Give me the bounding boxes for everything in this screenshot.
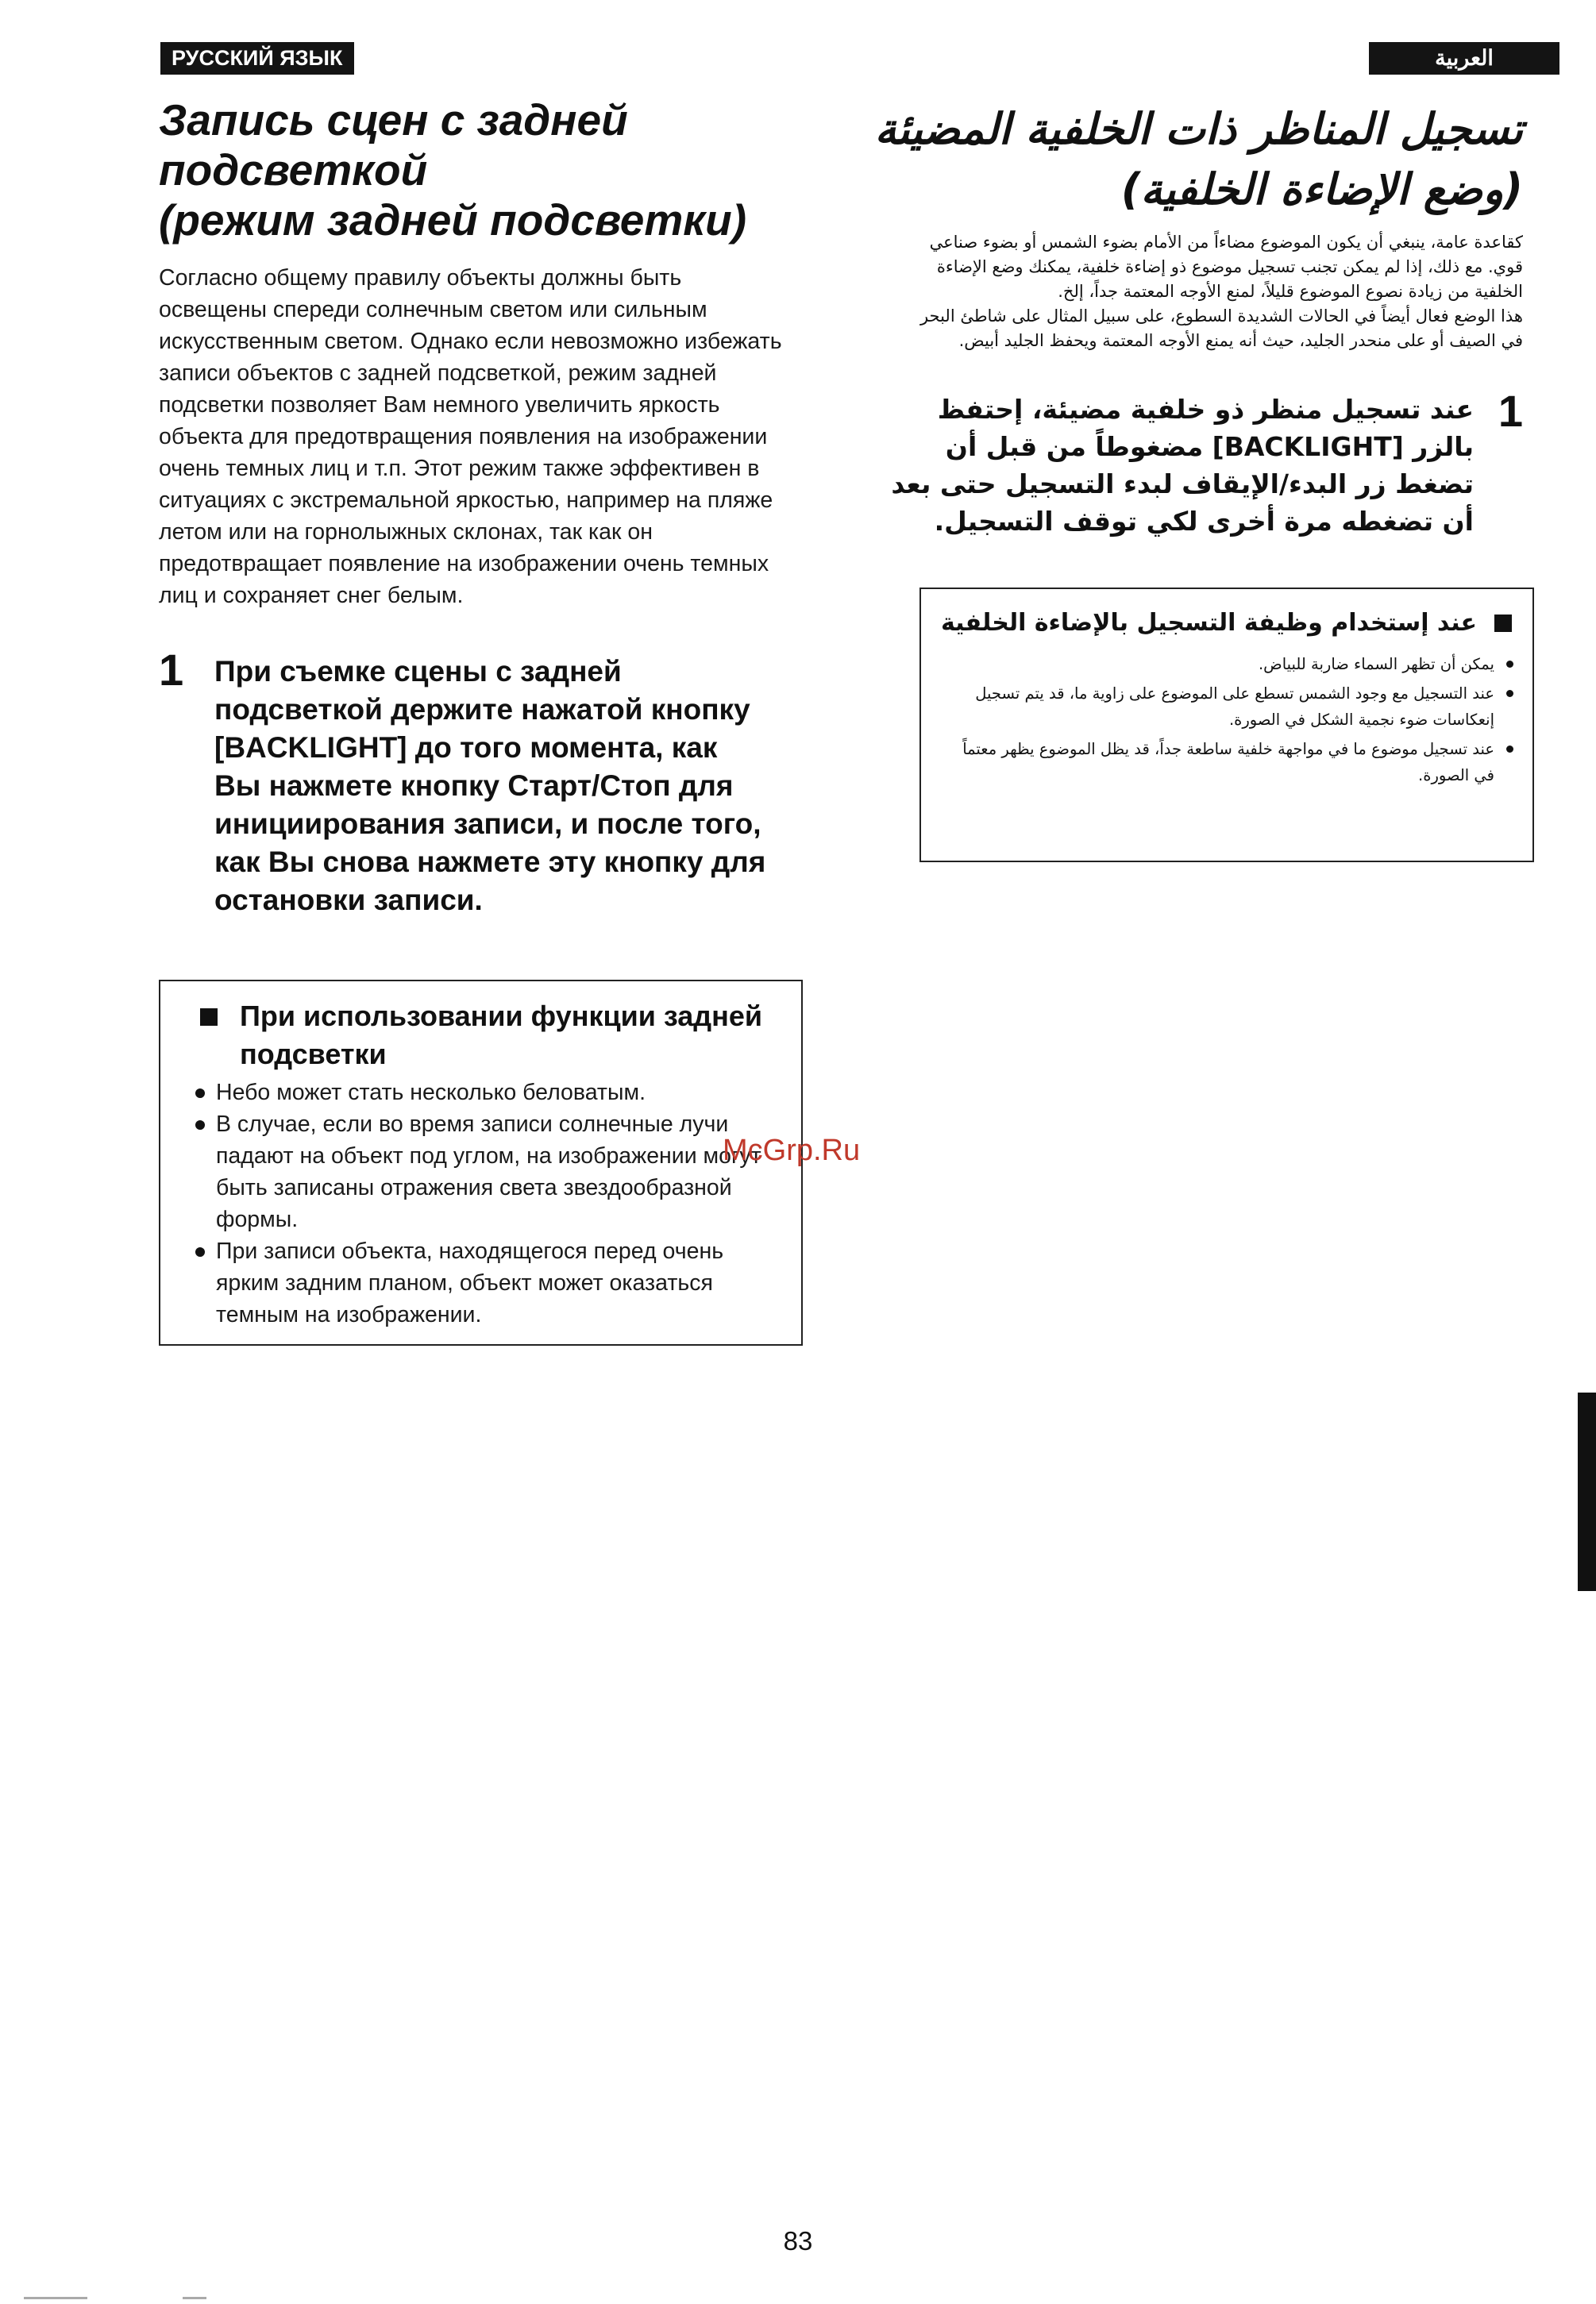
russian-intro-paragraph: Согласно общему правилу объекты должны быть освещены спереди солнечным светом или сильным искусственным светом. Однако если невозможно избежать записи объектов с задней подсветкой, режим задней подсветки позволяет Вам немного увеличить яркость объекта для предотвращения появления на изображении очень темных лиц и т.п. Этот режим также эффективен в ситуациях с экстремальной яркостью, например на пляже летом или на горнолыжных склонах, так как он предотвращает появление на изображении очень темных лиц и сохраняет снег белым.: [159, 265, 782, 608]
step-number: 1: [1498, 386, 1523, 436]
note-item-text: Небо может стать несколько беловатым.: [216, 1080, 646, 1105]
arabic-intro-paragraph: هذا الوضع فعال أيضاً في الحالات الشديدة السطوع، على سبيل المثال على شاطئ البحر في الصيف أو على منحدر الجليد، حيث أنه يمنع الأوجه المعتمة ويحفظ الجليد أبيض.: [919, 306, 1523, 350]
russian-note-box: [159, 980, 803, 1346]
note-box-title: [195, 997, 784, 1073]
scan-artifact: [24, 2297, 87, 2299]
note-list: [195, 1077, 784, 1331]
arabic-intro-paragraph: كقاعدة عامة، ينبغي أن يكون الموضوع مضاءاً من الأمام بضوء الشمس أو بضوء صناعي قوي. مع ذلك، إذا لم يمكن تجنب تسجيل موضوع ذو إضاءة خلفية، يمكنك وضع الإضاءة الخلفية من زيادة نصوع الموضوع قليلاً، لمنع الأوجه المعتمة جداً، إلخ.: [929, 233, 1523, 301]
arabic-title-line: تسجيل المناظر ذات الخلفية المضيئة: [874, 104, 1523, 154]
square-bullet-icon: [1494, 615, 1512, 632]
step-number: 1: [159, 645, 184, 695]
arabic-section-title: [872, 99, 1523, 220]
note-item: [939, 736, 1513, 788]
note-item: [939, 680, 1513, 733]
arabic-intro: [912, 230, 1523, 353]
language-tag-russian: РУССКИЙ ЯЗЫК: [160, 42, 354, 75]
russian-title-line: Запись сцен с задней: [159, 95, 628, 144]
note-item-text: В случае, если во время записи солнечные лучи падают на объект под углом, на изображении могут быть записаны отражения света звездообразной формы.: [216, 1112, 761, 1232]
arabic-step-1: [872, 386, 1523, 565]
bullet-dot-icon: [1506, 661, 1513, 668]
russian-section-title: [159, 95, 810, 245]
note-item-text: يمكن أن تظهر السماء ضاربة للبياض.: [1258, 655, 1494, 673]
bullet-dot-icon: [1506, 746, 1513, 753]
bullet-dot-icon: [195, 1247, 205, 1257]
note-item: [195, 1077, 784, 1108]
arabic-title-line: (وضع الإضاءة الخلفية): [1120, 164, 1523, 214]
square-bullet-icon: [200, 1008, 218, 1026]
note-item: [939, 651, 1513, 677]
page-edge-index-tab: [1578, 1393, 1596, 1591]
note-box-title-text: При использовании функции задней подсветки: [240, 1000, 763, 1070]
note-item-text: عند تسجيل موضوع ما في مواجهة خلفية ساطعة جداً، قد يظل الموضوع يظهر معتماً في الصورة.: [962, 740, 1494, 784]
note-box-title: [939, 607, 1513, 640]
arabic-note-box: [919, 588, 1534, 862]
note-item-text: عند التسجيل مع وجود الشمس تسطع على الموضوع على زاوية ما، قد يتم تسجيل إنعكاسات ضوء نجمية الشكل في الصورة.: [975, 684, 1494, 729]
note-item: [195, 1235, 784, 1331]
bullet-dot-icon: [1506, 690, 1513, 697]
bullet-dot-icon: [195, 1088, 205, 1098]
note-item: [195, 1108, 784, 1235]
step-instruction: При съемке сцены с задней подсветкой держите нажатой кнопку [BACKLIGHT] до того момента, как Вы нажмете кнопку Старт/Стоп для инициирования записи, и после того, как Вы снова нажмете эту кнопку для остановки записи.: [214, 655, 766, 916]
language-tag-arabic: العربية: [1369, 42, 1559, 75]
note-list: [939, 651, 1513, 788]
watermark: McGrp.Ru: [723, 1134, 861, 1167]
page-number: 83: [783, 2226, 813, 2256]
scan-artifact: [183, 2297, 206, 2299]
step-instruction: عند تسجيل منظر ذو خلفية مضيئة، إحتفظ بالزر [BACKLIGHT] مضغوطاً من قبل أن تضغط زر البدء/الإيقاف لبدء التسجيل حتى بعد أن تضغطه مرة أخرى لكي توقف التسجيل.: [891, 394, 1474, 537]
note-item-text: При записи объекта, находящегося перед очень ярким задним планом, объект может оказаться темным на изображении.: [216, 1239, 724, 1327]
bullet-dot-icon: [195, 1120, 205, 1130]
note-box-title-text: عند إستخدام وظيفة التسجيل بالإضاءة الخلفية: [940, 609, 1477, 637]
russian-title-line: подсветкой: [159, 145, 428, 195]
russian-title-line: (режим задней подсветки): [159, 195, 747, 245]
